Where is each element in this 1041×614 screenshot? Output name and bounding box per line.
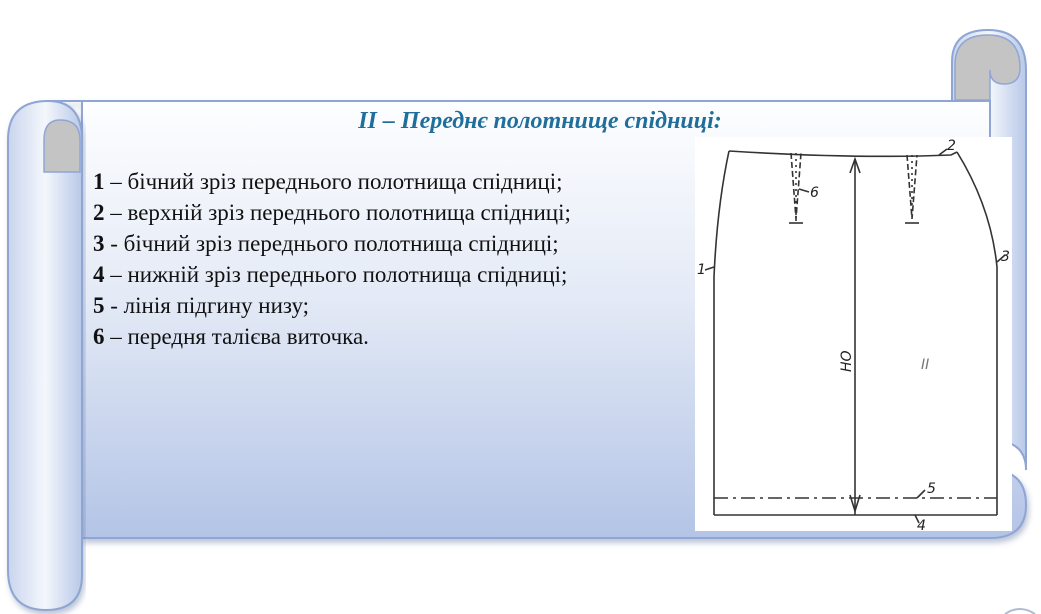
legend-list bbox=[93, 166, 571, 352]
label-panel: II bbox=[921, 357, 930, 373]
skirt-pattern-svg bbox=[695, 137, 1012, 531]
label-5: 5 bbox=[927, 481, 936, 497]
label-1: 1 bbox=[697, 262, 706, 278]
corner-arc bbox=[1005, 609, 1035, 614]
label-4: 4 bbox=[917, 518, 926, 531]
legend-number: 6 bbox=[93, 324, 105, 349]
legend-text: - лінія підгину низу; bbox=[104, 293, 310, 318]
legend-item bbox=[93, 290, 571, 321]
legend-text: – бічний зріз переднього полотнища спідниці; bbox=[104, 169, 563, 194]
legend-number: 1 bbox=[93, 169, 105, 194]
leader-5 bbox=[917, 490, 925, 498]
legend-item bbox=[93, 321, 571, 352]
label-2: 2 bbox=[947, 138, 956, 154]
legend-text: – нижній зріз переднього полотнища спідниці; bbox=[104, 262, 568, 287]
page-title: II – Переднє полотнище спідниці: bbox=[358, 108, 722, 134]
legend-number: 2 bbox=[93, 200, 105, 225]
leader-2 bbox=[939, 149, 947, 155]
legend-number: 4 bbox=[93, 262, 105, 287]
leader-1 bbox=[705, 267, 714, 270]
label-6: 6 bbox=[810, 185, 819, 201]
label-3: 3 bbox=[1001, 249, 1010, 265]
legend-item bbox=[93, 228, 571, 259]
scroll-left-curl bbox=[44, 120, 80, 172]
scroll-left-roll bbox=[8, 101, 82, 610]
legend-text: - бічний зріз переднього полотнища спідниці; bbox=[104, 231, 559, 256]
skirt-pattern-diagram bbox=[695, 137, 1012, 531]
right-side-seam bbox=[957, 152, 997, 515]
left-side-seam bbox=[714, 151, 729, 515]
leader-6 bbox=[799, 189, 809, 192]
left-dart bbox=[791, 153, 801, 219]
legend-item bbox=[93, 259, 571, 290]
legend-text: – верхній зріз переднього полотнища спідниці; bbox=[104, 200, 571, 225]
legend-item bbox=[93, 166, 571, 197]
legend-number: 5 bbox=[93, 293, 105, 318]
legend-number: 3 bbox=[93, 231, 105, 256]
legend-text: – передня талієва виточка. bbox=[104, 324, 369, 349]
label-length: НО bbox=[839, 350, 855, 372]
legend-item bbox=[93, 197, 571, 228]
waist-edge bbox=[729, 151, 957, 156]
